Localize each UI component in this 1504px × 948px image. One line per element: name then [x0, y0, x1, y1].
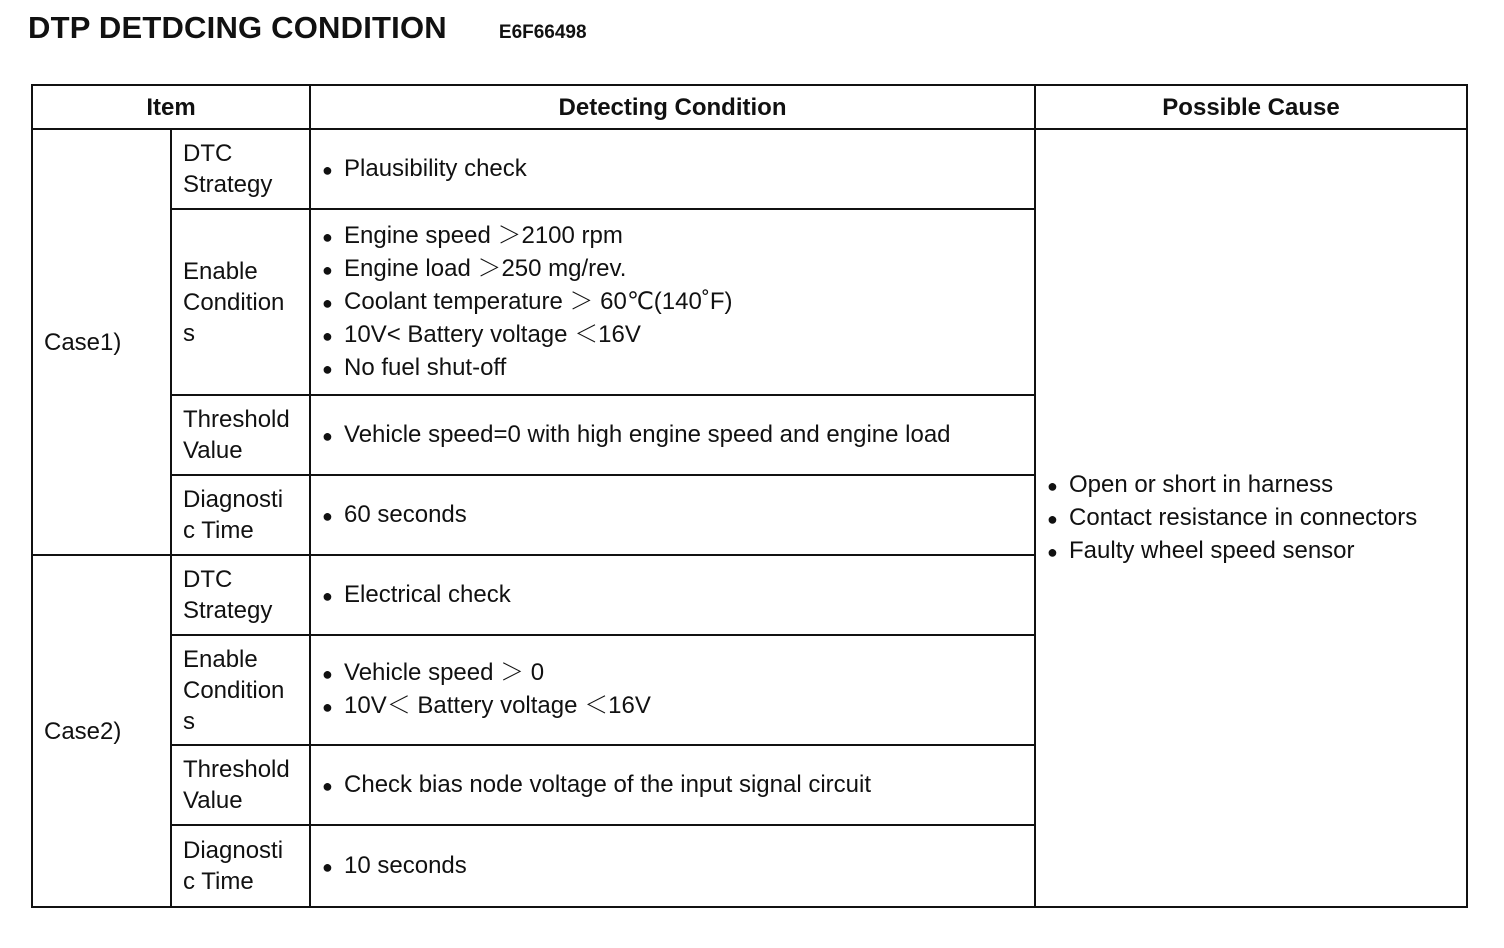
item-label: Enable Condition s — [171, 635, 310, 745]
header-item: Item — [32, 85, 310, 129]
condition-cell: ● Vehicle speed ＞ 0 ● 10V＜ Battery voltage ＜16V — [310, 635, 1035, 745]
case-label: Case1) — [32, 129, 171, 555]
table-header-row — [32, 85, 1467, 129]
item-label: Enable Condition s — [171, 209, 310, 395]
item-label: Threshold Value — [171, 395, 310, 475]
condition-cell: ● Vehicle speed=0 with high engine speed and engine load — [310, 395, 1035, 475]
item-label: Diagnosti c Time — [171, 475, 310, 555]
document-header — [28, 10, 587, 54]
table-row — [32, 129, 1467, 209]
header-possible-cause: Possible Cause — [1035, 85, 1467, 129]
document-code: E6F66498 — [498, 22, 587, 43]
document-title: DTP DETDCING CONDITION — [28, 10, 447, 45]
condition-cell: ● 10 seconds — [310, 825, 1035, 907]
possible-cause-cell: ● Open or short in harness ● Contact resistance in connectors ● Faulty wheel speed sensor — [1035, 129, 1467, 907]
item-label: DTC Strategy — [171, 555, 310, 635]
condition-cell: ● 60 seconds — [310, 475, 1035, 555]
case-label: Case2) — [32, 555, 171, 907]
item-label: Diagnosti c Time — [171, 825, 310, 907]
dtc-condition-table — [31, 84, 1468, 908]
condition-cell: ● Check bias node voltage of the input signal circuit — [310, 745, 1035, 825]
item-label: Threshold Value — [171, 745, 310, 825]
condition-cell: ● Plausibility check — [310, 129, 1035, 209]
item-label: DTC Strategy — [171, 129, 310, 209]
condition-cell: ● Electrical check — [310, 555, 1035, 635]
header-detecting-condition: Detecting Condition — [310, 85, 1035, 129]
condition-cell: ● Engine speed ＞2100 rpm ● Engine load ＞250 mg/rev. ● Coolant temperature ＞ 60℃(140˚F) ● 10V< Battery voltage ＜16V ● No fuel shut-off — [310, 209, 1035, 395]
